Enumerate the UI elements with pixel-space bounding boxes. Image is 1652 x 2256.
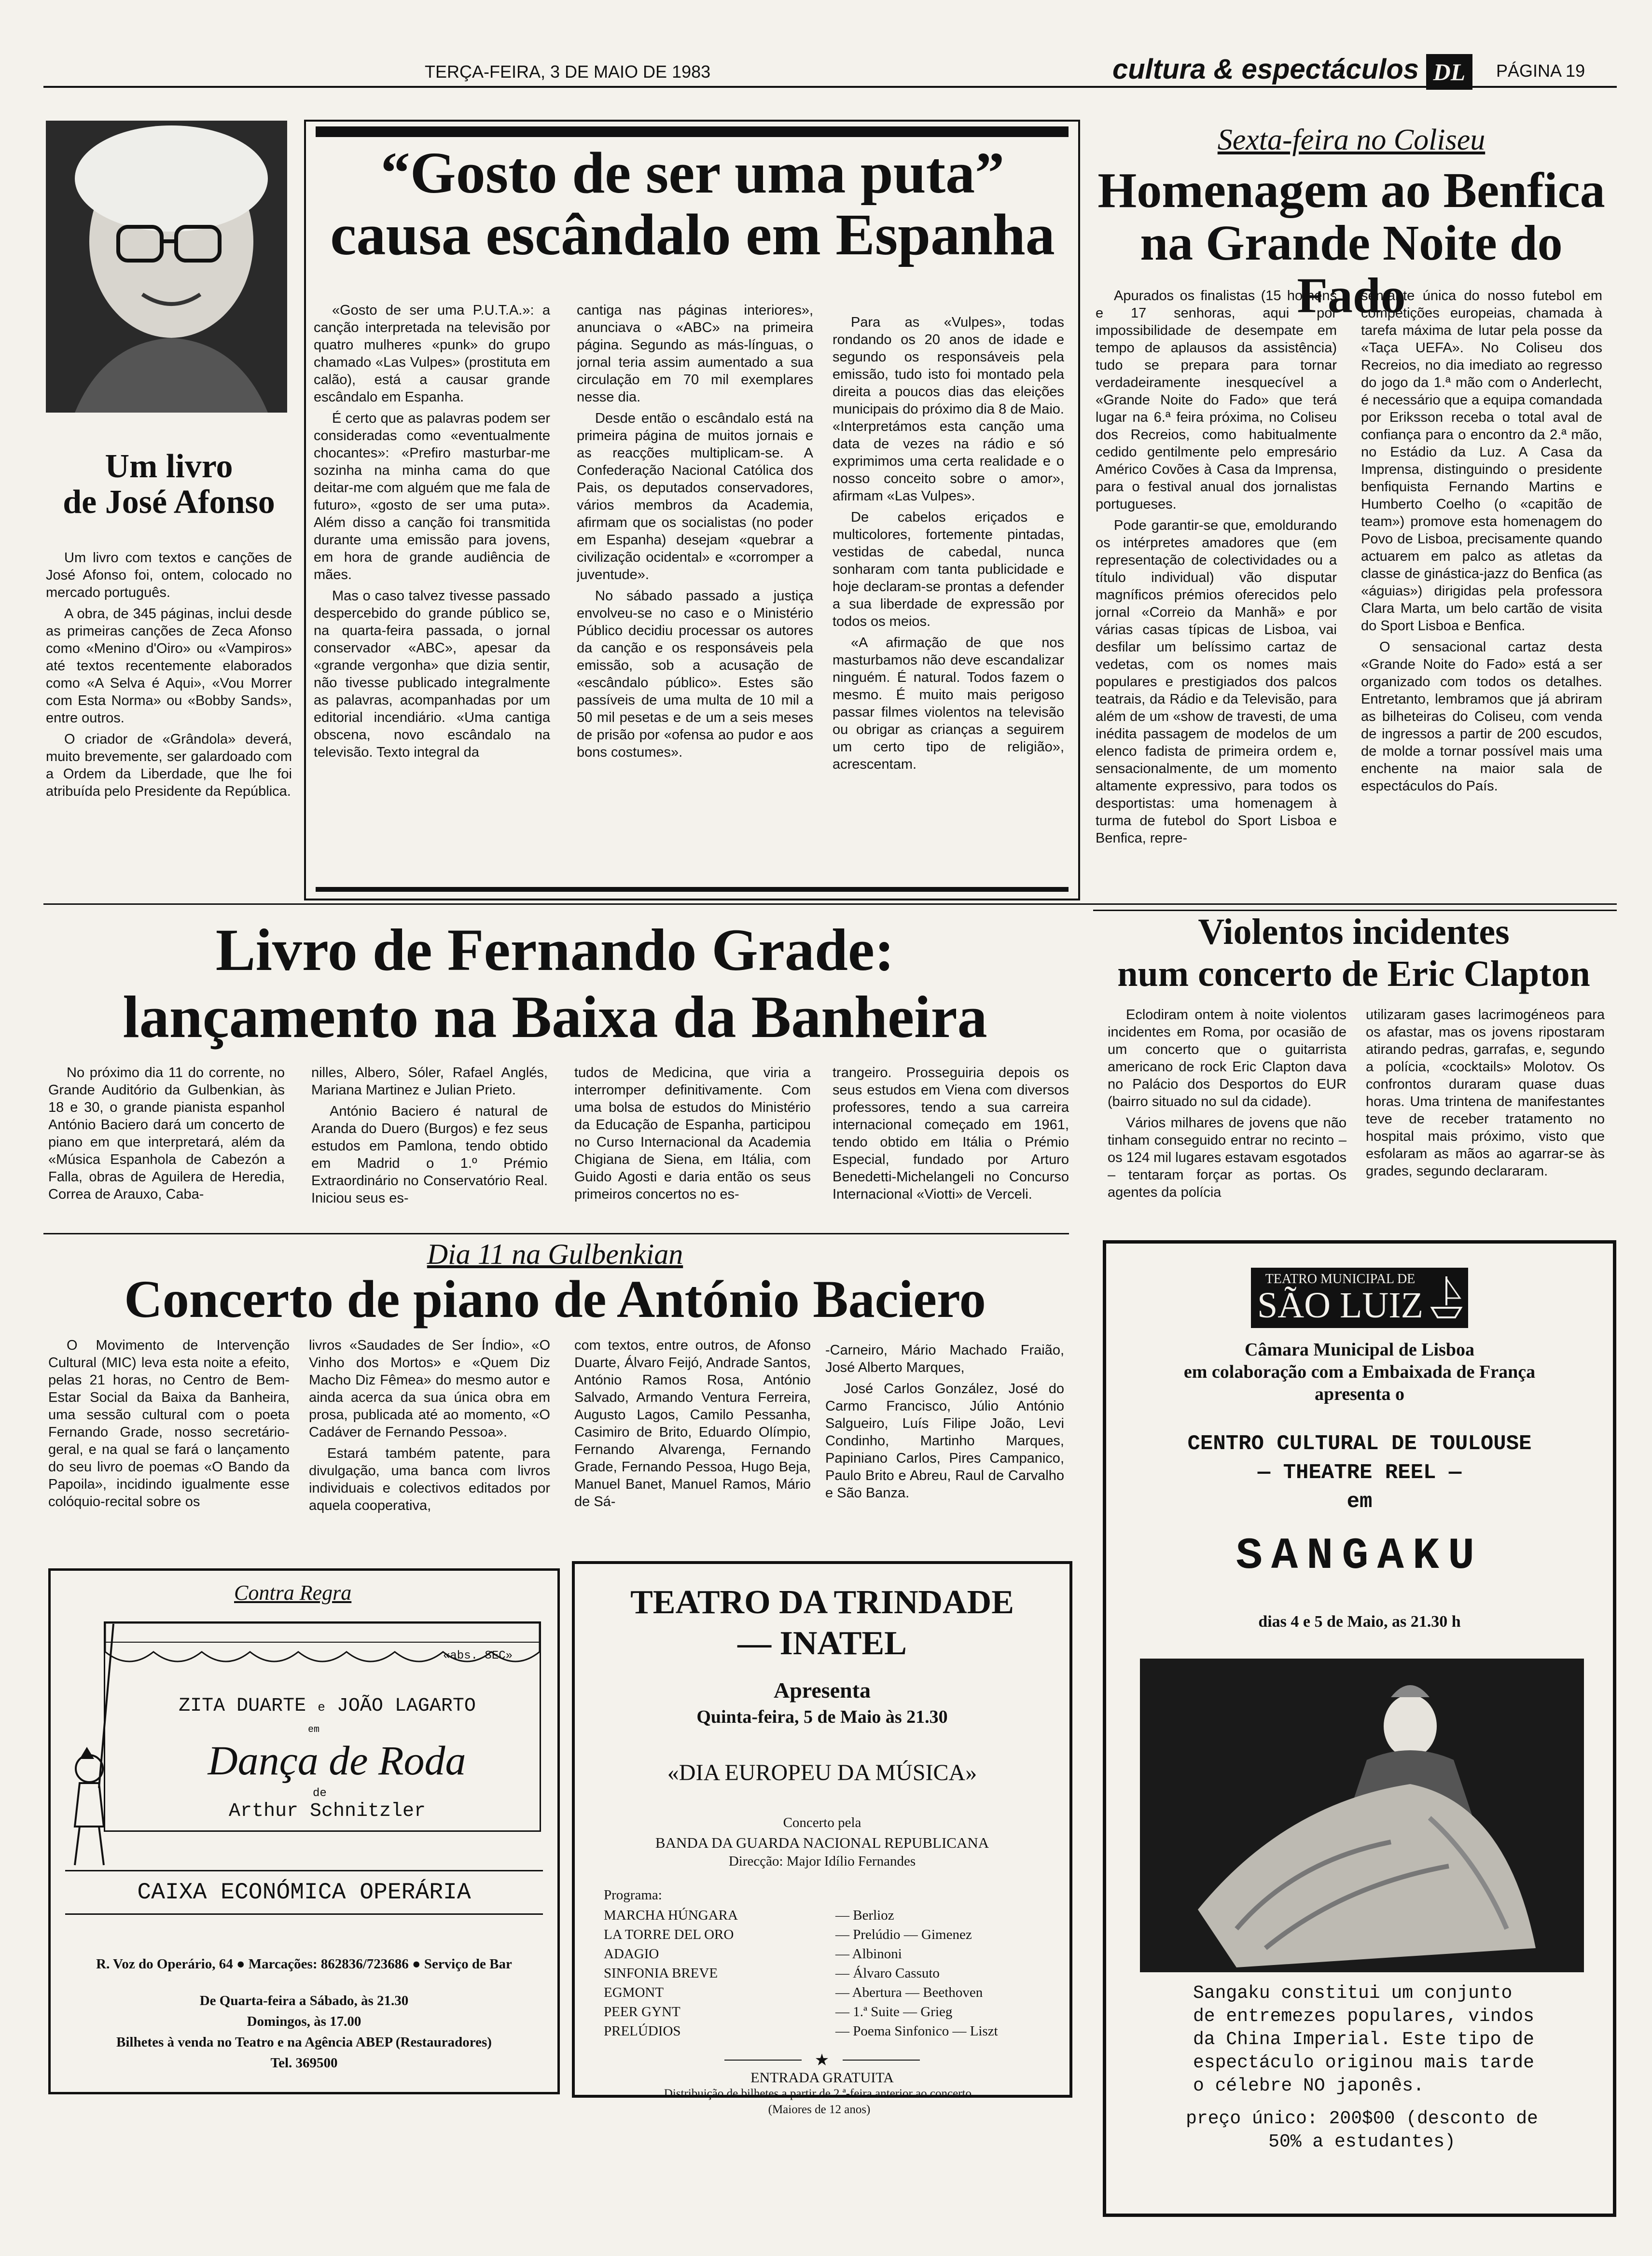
paragraph: No sábado passado a justiça envolveu-se no caso e o Ministério Público decidiu processar os autores da canção e os responsáveis pela emissão, sob a acusação de «escândalo público». Estes são passíveis de uma multa de 10 mil a 50 mil pesetas e de um a seis meses de prisão por «ofensa ao pudor e aos bons costumes». [577, 588, 813, 760]
paragraph: Mas o caso talvez tivesse passado despercebido do grande público se, na quarta-feira passada, o jornal conservador «ABC», apesar da «grande vergonha» que dizia sentir, não tivesse publicado integralmente as palavras, acompanhadas por um editorial incendiário. «Uma cantiga obscena, novo escândalo na televisão. Texto integral da [314, 588, 550, 760]
paragraph: nilles, Albero, Sóler, Rafael Anglés, Mariana Martinez e Julian Prieto. [311, 1065, 548, 1098]
sao-luiz-org: em colaboração com a Embaixada de França [1183, 1362, 1536, 1382]
benfica-column-1 [1096, 287, 1337, 900]
program-row [604, 1925, 1038, 1944]
ad-divider [65, 1913, 543, 1915]
header-rule [43, 86, 1617, 88]
piece-name: ADAGIO [604, 1946, 659, 1962]
trindade-band: BANDA DA GUARDA NACIONAL REPUBLICANA [655, 1834, 989, 1851]
trindade-age: (Maiores de 12 anos) [768, 2103, 871, 2116]
program-list [604, 1906, 1038, 2041]
headline-line: “Gosto de ser uma puta” [380, 140, 1005, 206]
paragraph: -Carneiro, Mário Machado Fraião, José Alberto Marques, [825, 1343, 1064, 1375]
trindade-entry: ENTRADA GRATUITA [750, 2070, 894, 2086]
headline-line: lançamento na Baixa da Banheira [123, 983, 987, 1050]
piece-name: LA TORRE DEL ORO [604, 1927, 734, 1942]
piece-name: EGMONT [604, 1985, 664, 2000]
ad-tickets: Bilhetes à venda no Teatro e na Agência ABEP (Restauradores) [116, 2035, 492, 2050]
sao-luiz-org: Câmara Municipal de Lisboa [1244, 1340, 1475, 1360]
actor-name: JOÃO LAGARTO [336, 1695, 476, 1717]
headline-line: causa escândalo em Espanha [330, 202, 1055, 268]
em-word: em [308, 1724, 320, 1735]
baciero-column-1 [48, 1337, 290, 1544]
grade-headline [48, 917, 1062, 1051]
play-title: Dança de Roda [208, 1737, 466, 1784]
trindade-presents: Apresenta [773, 1678, 871, 1702]
paragraph: É certo que as palavras podem ser consideradas como «eventualmente chocantes»: «Prefiro masturbar-me sozinha na minha cama do que deitar-me com alguém que me fala de futuro», «gosto de ser uma puta». Além disso a canção foi transmitida durante uma emissão para jovens, em hora de grande audiência de mães. [314, 411, 550, 582]
clapton-column-1 [1108, 1006, 1347, 1221]
section-rule [43, 1233, 1069, 1234]
sao-luiz-description: Sangaku constitui um conjunto de entremezes populares, vindos da China Imperial. Este tipo de espectáculo originou mais tarde o célebre NO japonês. [1193, 1983, 1534, 2096]
separator-rule [843, 2060, 920, 2061]
stage-frame [104, 1621, 541, 1832]
paragraph: com textos, entre outros, de Afonso Duarte, Álvaro Feijó, Andrade Santos, António Ramos Rosa, António Salvado, Armando Ventura Ferreira, Augusto Lagos, Camilo Pessanha, Casimiro de Brito, Eduardo Olímpio, Fernando Alvarenga, Fernando Grade, Fernando Pessoa, Hugo Beja, Manuel Banet, Manuel Ramos, Mário de Sá- [574, 1338, 811, 1509]
venue-name: CAIXA ECONÓMICA OPERÁRIA [137, 1880, 471, 1906]
section-title: cultura & espectáculos [1112, 54, 1419, 85]
paragraph: Pode garantir-se que, emoldurando os intérpretes amadores que (em representação de colectividades ou a título individual) vão disputar magníficos prémios oferecidos pelo jornal «Correio da Manhã» e por várias casas típicas de Lisboa, vai desfilar um belíssimo cartaz de vedetas, com os nomes mais populares e prestigiados dos palcos teatrais, da Rádio e da Televisão, para além de um «show de travesti, de uma inédita passagem de modelos de um elenco fadista de primeira ordem e, sensacionalmente, de um momento altamente expressivo, para todos os desportistas: uma homenagem à turma de futebol do Sport Lisboa e Benfica, repre- [1096, 518, 1337, 846]
composer: — Berlioz [835, 1908, 894, 1923]
puppeteer-figure-icon [60, 1609, 118, 1870]
ad-schedule: Domingos, às 17.00 [247, 2014, 361, 2029]
paragraph: «A afirmação de que nos masturbamos não deve escandalizar ninguém. É natural. Todos fazem o mesmo. É muito mais perigoso passar filmes violentos na televisão ou obrigar as crianças a seguirem um certo tipo de religião», acrescentam. [833, 635, 1064, 772]
paragraph: «Gosto de ser uma P.U.T.A.»: a canção interpretada na televisão por quatro mulheres «punk» do grupo chamado «Las Vulpes» (prostituta em calão), está a causar grande escândalo em Espanha. [314, 303, 550, 405]
gosto-top-bar [316, 126, 1069, 137]
stage-sign: «abs. SEC» [443, 1649, 513, 1662]
paragraph: livros «Saudades de Ser Índio», «O Vinho dos Mortos» e «Quem Diz Macho Diz Fêmea» do mesmo autor e ainda acerca da sua única obra em prosa, publicada até ao momento, «O Cadáver de Fernando Pessoa». [309, 1338, 550, 1440]
trindade-title: TEATRO DA TRINDADE [630, 1584, 1014, 1621]
sao-luiz-theatre: — THEATRE REEL — [1257, 1461, 1462, 1485]
sao-luiz-org: apresenta o [1314, 1384, 1405, 1404]
baciero-headline: Concerto de piano de António Baciero [124, 1270, 986, 1329]
program-row [604, 2021, 1038, 2041]
headline-line: Violentos incidentes [1198, 912, 1510, 952]
page-number: PÁGINA 19 [1496, 61, 1585, 81]
gosto-bottom-bar [316, 887, 1069, 892]
ad-phone: Tel. 369500 [270, 2055, 338, 2071]
author-name: Arthur Schnitzler [228, 1800, 426, 1822]
paragraph: Desde então o escândalo está na primeira página de muitos jornais e as reacções multiplicam-se. A Confederação Nacional Católica dos Pais, os deputados conservadores, vários membros da Academia, afirmam que os socialistas (no poder em Espanha) desejam «quebrar a civilização ocidental» e «corromper a juventude». [577, 411, 813, 582]
jose-afonso-body [46, 549, 292, 882]
piece-name: PEER GYNT [604, 2004, 680, 2020]
grade-column-1 [48, 1064, 285, 1226]
sangaku-photo [1140, 1659, 1584, 1972]
composer: — Álvaro Cassuto [835, 1965, 940, 1981]
baciero-column-2 [309, 1337, 550, 1544]
ad-contra-regra [48, 1568, 560, 2094]
paragraph: utilizaram gases lacrimogéneos para os afastar, mas os jovens ripostaram atirando pedras, garrafas, e, segundo a polícia, «cocktails» Molotov. Os confrontos duraram quase duas horas. Uma trintena de manifestantes teve de receber tratamento no hospital mais próximo, visto que esfolaram as mãos ao agarrar-se às grades, segundo declararam. [1366, 1007, 1605, 1179]
composer: — Prelúdio — Gimenez [835, 1927, 972, 1942]
separator-rule [724, 2060, 802, 2061]
paragraph: Um livro com textos e canções de José Afonso foi, ontem, colocado no mercado português. [46, 550, 292, 600]
trindade-direction: Direcção: Major Idílio Fernandes [728, 1854, 916, 1869]
sao-luiz-centre: CENTRO CULTURAL DE TOULOUSE [1187, 1432, 1532, 1456]
performer-costume-icon [1140, 1659, 1584, 1972]
program-row [604, 1983, 1038, 2002]
ad-address: R. Voz do Operário, 64 ● Marcações: 862836/723686 ● Serviço de Bar [96, 1956, 512, 1972]
headline-line: de José Afonso [63, 483, 275, 521]
headline-line: Homenagem ao Benfica [1097, 163, 1605, 218]
sao-luiz-price: preço único: 200$00 (desconto de 50% a estudantes) [1186, 2108, 1538, 2152]
clapton-column-2 [1366, 1006, 1605, 1221]
de-word: de [313, 1787, 327, 1800]
composer: — Albinoni [835, 1946, 902, 1962]
actor-name: ZITA DUARTE [179, 1695, 306, 1717]
baciero-column-3 [574, 1337, 811, 1544]
piece-name: SINFONIA BREVE [604, 1965, 718, 1981]
gosto-column-2 [577, 302, 813, 861]
sao-luiz-show: SANGAKU [1236, 1531, 1484, 1581]
composer: — Abertura — Beethoven [835, 1985, 983, 2000]
paragraph: José Carlos González, José do Carmo Francisco, Júlio António Salgueiro, Luís Filipe João, Levi Condinho, Martinho Marques, Papiniano Carlos, Pires Campanico, Paulo Brito e Abreu, Raul de Carvalho e São Banza. [825, 1381, 1064, 1501]
ship-emblem-icon [1427, 1272, 1466, 1325]
grade-column-2 [311, 1064, 548, 1226]
clapton-headline [1088, 911, 1619, 995]
gosto-headline [314, 142, 1071, 266]
paragraph: Estará também patente, para divulgação, uma banca com livros individuais e colectivos editados por aquela cooperativa, [309, 1446, 550, 1513]
ad-trindade [572, 1561, 1072, 2098]
banner-small: TEATRO MUNICIPAL DE [1265, 1272, 1416, 1287]
and-word: e [318, 1700, 325, 1715]
grade-column-4 [833, 1064, 1069, 1226]
ad-sao-luiz [1103, 1240, 1616, 2217]
trindade-concert-by: Concerto pela [783, 1815, 861, 1830]
piece-name: MARCHA HÚNGARA [604, 1908, 738, 1923]
gosto-column-1 [314, 302, 550, 861]
paragraph: trangeiro. Prosseguiria depois os seus estudos em Viena com diversos professores, tendo a sua carreira internacional começado em 1961, tendo obtido em Itália o Prémio Especial, fundado por Arturo Benedetti-Michelangeli no Concurso Internacional «Viotti» de Verceli. [833, 1065, 1069, 1202]
headline-line: num concerto de Eric Clapton [1117, 953, 1590, 994]
paragraph: António Baciero é natural de Aranda do Duero (Burgos) e fez seus estudos em Pamlona, tendo obtido em Madrid o 1.º Prémio Extraordinário no Conservatório Real. Iniciou seus es- [311, 1104, 548, 1206]
portrait-icon [46, 121, 287, 413]
paragraph: A obra, de 345 páginas, inclui desde as primeiras canções de Zeca Afonso como «Menino d'Oiro» ou «Vampiros» até textos recentemente elaborados como «A Selva é Aqui», «Vou Morrer com Esta Norma» ou «Bobby Sands», entre outros. [46, 606, 292, 726]
paragraph: O sensacional cartaz desta «Grande Noite do Fado» está a ser organizado com todos os detalhes. Entretanto, lembramos que já abriram as bilheteiras do Coliseu, com venda de ingressos a partir de 200 escudos, de molde a tornar possível mais uma enchente na maior sala de espectáculos do País. [1361, 639, 1602, 794]
sao-luiz-banner [1251, 1268, 1468, 1328]
paragraph: Eclodiram ontem à noite violentos incidentes em Roma, por ocasião de um concerto que o guitarrista americano de rock Eric Clapton dava no Palácio dos Desportos do EUR (bairro situado no sul da cidade). [1108, 1007, 1347, 1109]
star-icon: ★ [814, 2051, 830, 2069]
gosto-column-3 [833, 314, 1064, 861]
contra-regra-logo: Contra Regra [234, 1581, 352, 1605]
benfica-kicker: Sexta-feira no Coliseu [1217, 124, 1485, 156]
program-row [604, 1906, 1038, 1925]
composer: — Poema Sinfonico — Liszt [835, 2023, 998, 2039]
composer: — 1.ª Suite — Grieg [835, 2004, 953, 2020]
baciero-kicker: Dia 11 na Gulbenkian [427, 1238, 683, 1270]
dl-logo-icon: DL [1426, 54, 1472, 90]
jose-afonso-headline [43, 449, 294, 520]
program-row [604, 2002, 1038, 2021]
sao-luiz-dates: dias 4 e 5 de Maio, as 21.30 h [1258, 1613, 1461, 1631]
paragraph: tudos de Medicina, que viria a interromper definitivamente. Com uma bolsa de estudos do Ministério da Educação de Espanha, participou no Curso Internacional da Academia Chigiana de Siena, em Itália, com Guido Agosti e daria então os seus primeiros concertos no es- [574, 1065, 811, 1202]
actors-line [134, 1695, 520, 1717]
paragraph: O criador de «Grândola» deverá, muito brevemente, ser galardoado com a Ordem da Liberdade, que lhe foi atribuída pelo Presidente da República. [46, 732, 292, 799]
headline-line: Livro de Fernando Grade: [215, 917, 895, 983]
banner-big: SÃO LUIZ [1257, 1285, 1424, 1326]
benfica-column-2 [1361, 287, 1602, 900]
sao-luiz-em: em [1347, 1490, 1373, 1514]
program-row [604, 1944, 1038, 1964]
section-rule [43, 903, 1617, 905]
headline-line: Um livro [105, 448, 233, 485]
paragraph: cantiga nas páginas interiores», anunciava o «ABC» na primeira página. Segundo as más-línguas, o jornal teria assim aumentado a sua circulação em 70 mil exemplares nesse dia. [577, 303, 813, 405]
baciero-column-4 [825, 1342, 1064, 1544]
paragraph: Apurados os finalistas (15 homens e 17 senhoras, aqui por impossibilidade de desempate em tempo de aplausos da assistência) tudo se prepara para tornar verdadeiramente inesquecível a «Grande Noite do Fado» que terá lugar na 6.ª feira próxima, no Coliseu dos Recreios, como habitualmente cedido gentilmente pelo empresário Américo Covões à Casa da Imprensa, para o festival anual dos jornalistas portugueses. [1096, 288, 1337, 512]
ad-divider [65, 1870, 543, 1871]
headline-line: na Grande Noite do Fado [1140, 215, 1563, 324]
program-row [604, 1964, 1038, 1983]
paragraph: No próximo dia 11 do corrente, no Grande Auditório da Gulbenkian, às 18 e 30, o grande pianista espanhol António Baciero dará um concerto de piano em que interpretará, além da «Música Espanhola de Cabezón a Falla, obras de Aguilera de Heredia, Correa de Arauxo, Caba- [48, 1065, 285, 1202]
paragraph: Vários milhares de jovens que não tinham conseguido entrar no recinto – os 124 mil lugares estavam esgotados – tentaram forçar as portas. Os agentes da polícia [1108, 1115, 1347, 1200]
paragraph: O Movimento de Intervenção Cultural (MIC) leva esta noite a efeito, pelas 21 horas, no Centro de Bem-Estar Social da Baixa da Banheira, uma sessão cultural com o poeta Fernando Grade, nosso secretário-geral, e na qual se fará o lançamento do seu livro de poemas «O Bando da Papoila», incidindo igualmente esse colóquio-recital sobre os [48, 1338, 290, 1509]
trindade-date: Quinta-feira, 5 de Maio às 21.30 [696, 1707, 948, 1727]
trindade-distribution: Distribuição de bilhetes a partir de 2.ª-feira anterior ao concerto. [664, 2087, 975, 2100]
jose-afonso-photo [46, 121, 287, 413]
ad-schedule: De Quarta-feira a Sábado, às 21.30 [199, 1993, 409, 2008]
grade-column-3 [574, 1064, 811, 1226]
trindade-event: «DIA EUROPEU DA MÚSICA» [667, 1760, 977, 1785]
paragraph: Para as «Vulpes», todas rondando os 20 anos de idade e segundo os responsáveis pela emissão, tudo isto foi montado pela direita a poucos dias das eleições municipais do próximo dia 8 de Maio. «Interpretámos esta canção uma data de vezes na rádio e só exprimimos uma certa realidade e o nosso conceito sobre o amor», afirmam «Las Vulpes». [833, 315, 1064, 504]
paragraph: sentante única do nosso futebol em competições europeias, chamada à tarefa máxima de lutar pela posse da «Taça UEFA». No Coliseu dos Recreios, no dia imediato ao regresso do jogo da 1.ª mão com o Anderlecht, é necessário que a equipa comandada por Eriksson receba o total aval de confiança para o encontro da 2.ª mão, no Estádio da Luz. A Casa da Imprensa, distinguindo o presidente benfiquista Fernando Martins e Humberto Coelho (o «capitão de team») promove esta homenagem do Povo de Lisboa, precisamente quando actuarem em palco as atletas da classe de ginástica-jazz do Benfica (as «águias») dirigidas pela professora Clara Marta, um belo cartão de visita do Sport Lisboa e Benfica. [1361, 288, 1602, 634]
trindade-subtitle: — INATEL [737, 1625, 907, 1662]
header-date: TERÇA-FEIRA, 3 DE MAIO DE 1983 [425, 62, 711, 82]
piece-name: PRELÚDIOS [604, 2023, 681, 2039]
program-label: Programa: [604, 1887, 662, 1903]
paragraph: De cabelos eriçados e multicolores, fortemente pintadas, vestidas de cabedal, nunca sonharam com tanta publicidade e hoje declaram-se prontas a defender a sua liberdade de expressão por todos os meios. [833, 510, 1064, 629]
